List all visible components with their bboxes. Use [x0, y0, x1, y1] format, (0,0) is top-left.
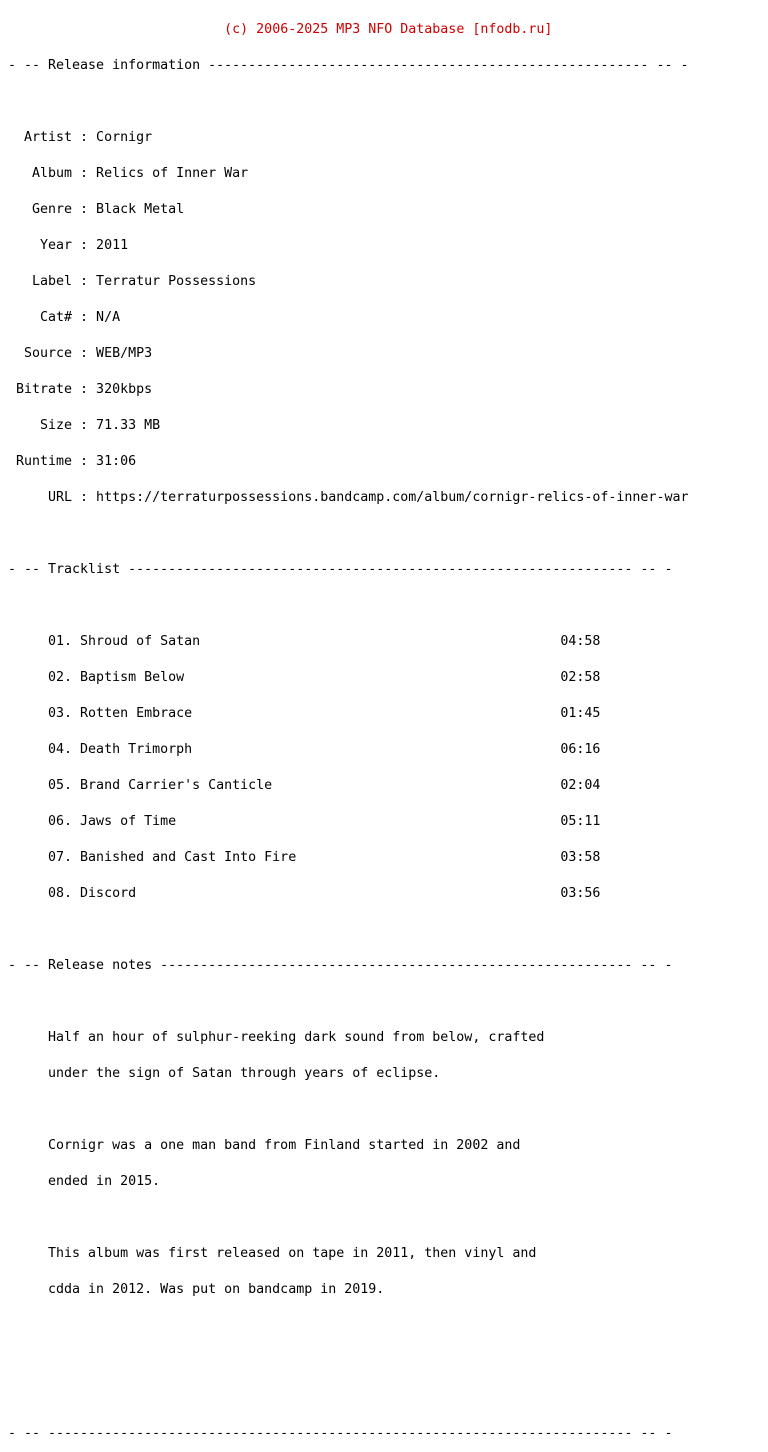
field-runtime: Runtime : 31:06 — [8, 454, 137, 469]
blank-line — [8, 924, 688, 936]
track-row: 06. Jaws of Time 05:11 — [8, 814, 601, 829]
track-row: 01. Shroud of Satan 04:58 — [8, 634, 601, 649]
field-year: Year : 2011 — [8, 238, 129, 253]
blank-line — [8, 1104, 688, 1116]
copyright-notice: (c) 2006-2025 MP3 NFO Database [nfodb.ru] — [224, 22, 553, 37]
field-bitrate: Bitrate : 320kbps — [8, 382, 153, 397]
blank-line — [8, 600, 688, 612]
notes-paragraph-line: under the sign of Satan through years of eclipse. — [8, 1066, 441, 1081]
blank-line — [8, 528, 688, 540]
blank-line — [8, 1320, 688, 1332]
track-row: 05. Brand Carrier's Canticle 02:04 — [8, 778, 601, 793]
notes-paragraph-line: ended in 2015. — [8, 1174, 161, 1189]
field-url: URL : https://terraturpossessions.bandcamp.com/album/cornigr-relics-of-inner-war — [8, 490, 689, 505]
notes-paragraph-line: Cornigr was a one man band from Finland started in 2002 and — [8, 1138, 521, 1153]
notes-paragraph-line: cdda in 2012. Was put on bandcamp in 2019. — [8, 1282, 385, 1297]
track-row: 02. Baptism Below 02:58 — [8, 670, 601, 685]
field-genre: Genre : Black Metal — [8, 202, 185, 217]
section-header-tracklist: - -- Tracklist --------------------------------------------------------------- -- - — [8, 562, 673, 577]
track-row: 04. Death Trimorph 06:16 — [8, 742, 601, 757]
blank-line — [8, 1356, 688, 1368]
field-artist: Artist : Cornigr — [8, 130, 153, 145]
field-label: Label : Terratur Possessions — [8, 274, 257, 289]
field-catalog: Cat# : N/A — [8, 310, 121, 325]
field-source: Source : WEB/MP3 — [8, 346, 153, 361]
track-row: 08. Discord 03:56 — [8, 886, 601, 901]
field-size: Size : 71.33 MB — [8, 418, 161, 433]
blank-line — [8, 996, 688, 1008]
notes-paragraph-line: This album was first released on tape in 2011, then vinyl and — [8, 1246, 537, 1261]
blank-line — [8, 1212, 688, 1224]
field-album: Album : Relics of Inner War — [8, 166, 249, 181]
track-row: 07. Banished and Cast Into Fire 03:58 — [8, 850, 601, 865]
section-header-release-info: - -- Release information ------------------------------------------------------- -- - — [8, 58, 689, 73]
section-header-release-notes: - -- Release notes ----------------------------------------------------------- -- - — [8, 958, 673, 973]
notes-paragraph-line: Half an hour of sulphur-reeking dark sound from below, crafted — [8, 1030, 545, 1045]
blank-line — [8, 1392, 688, 1404]
blank-line — [8, 96, 688, 108]
track-row: 03. Rotten Embrace 01:45 — [8, 706, 601, 721]
nfo-text-block — [8, 0, 688, 1452]
section-footer-line: - -- ------------------------------------------------------------------------- -- - — [8, 1426, 673, 1441]
nfo-header-line — [8, 24, 688, 36]
spacer-left — [8, 22, 224, 37]
